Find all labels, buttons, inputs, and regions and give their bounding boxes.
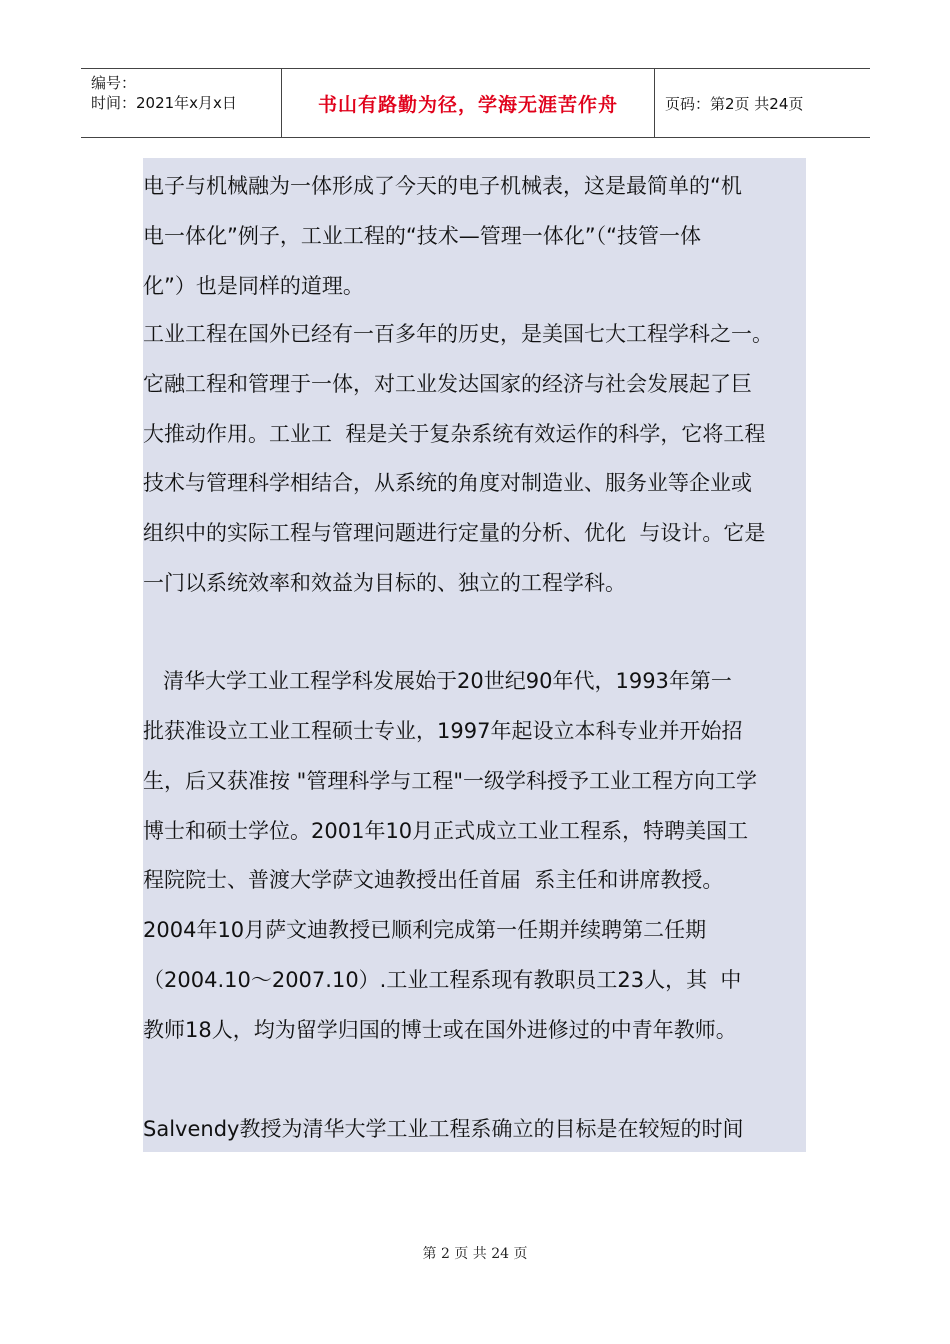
text-line: 电一体化”例子，工业工程的“技术—管理一体化”（“技管一体: [143, 224, 702, 248]
number-label: 编号：: [91, 74, 137, 92]
time-label: 时间：2021年x月x日: [91, 94, 237, 112]
header-page-label: 页码：第2页 共24页: [665, 94, 804, 113]
text-line: （2004.10～2007.10）.工业工程系现有教职员工23人，其 中: [143, 968, 742, 992]
text-line: 博士和硕士学位。2001年10月正式成立工业工程系，特聘美国工: [143, 819, 749, 843]
text-line: 批获准设立工业工程硕士专业，1997年起设立本科专业并开始招: [143, 719, 743, 743]
text-line: 它融工程和管理于一体，对工业发达国家的经济与社会发展起了巨: [143, 372, 752, 396]
text-line: 教师18人，均为留学归国的博士或在国外进修过的中青年教师。: [143, 1018, 737, 1042]
text-line: 工业工程在国外已经有一百多年的历史，是美国七大工程学科之一。: [143, 322, 773, 346]
page-header: [81, 68, 870, 138]
header-meta: [81, 69, 282, 137]
text-line: 化”）也是同样的道理。: [143, 274, 364, 298]
text-line: 技术与管理科学相结合，从系统的角度对制造业、服务业等企业或: [143, 471, 752, 495]
text-line: 组织中的实际工程与管理问题进行定量的分析、优化 与设计。它是: [143, 521, 766, 545]
text-line: [143, 618, 806, 648]
page-footer: 第 2 页 共 24 页: [422, 1246, 528, 1262]
body-text-block: [143, 158, 806, 1152]
header-motto-cell: [282, 69, 655, 137]
text-line: 大推动作用。工业工 程是关于复杂系统有效运作的科学，它将工程: [143, 422, 766, 446]
header-page-cell: [655, 69, 870, 137]
text-line: Salvendy教授为清华大学工业工程系确立的目标是在较短的时间: [143, 1117, 744, 1141]
text-line: 2004年10月萨文迪教授已顺利完成第一任期并续聘第二任期: [143, 918, 707, 942]
header-motto: 书山有路勤为径，学海无涯苦作舟: [317, 93, 618, 116]
text-line: 生，后又获准按 "管理科学与工程"一级学科授予工业工程方向工学: [143, 769, 757, 793]
text-line: 一门以系统效率和效益为目标的、独立的工程学科。: [143, 571, 626, 595]
text-line: 电子与机械融为一体形成了今天的电子机械表，这是最简单的“机: [143, 174, 742, 198]
text-line: [143, 1065, 806, 1095]
text-line: 程院院士、普渡大学萨文迪教授出任首届 系主任和讲席教授。: [143, 868, 724, 892]
text-line: 清华大学工业工程学科发展始于20世纪90年代，1993年第一: [143, 669, 732, 693]
